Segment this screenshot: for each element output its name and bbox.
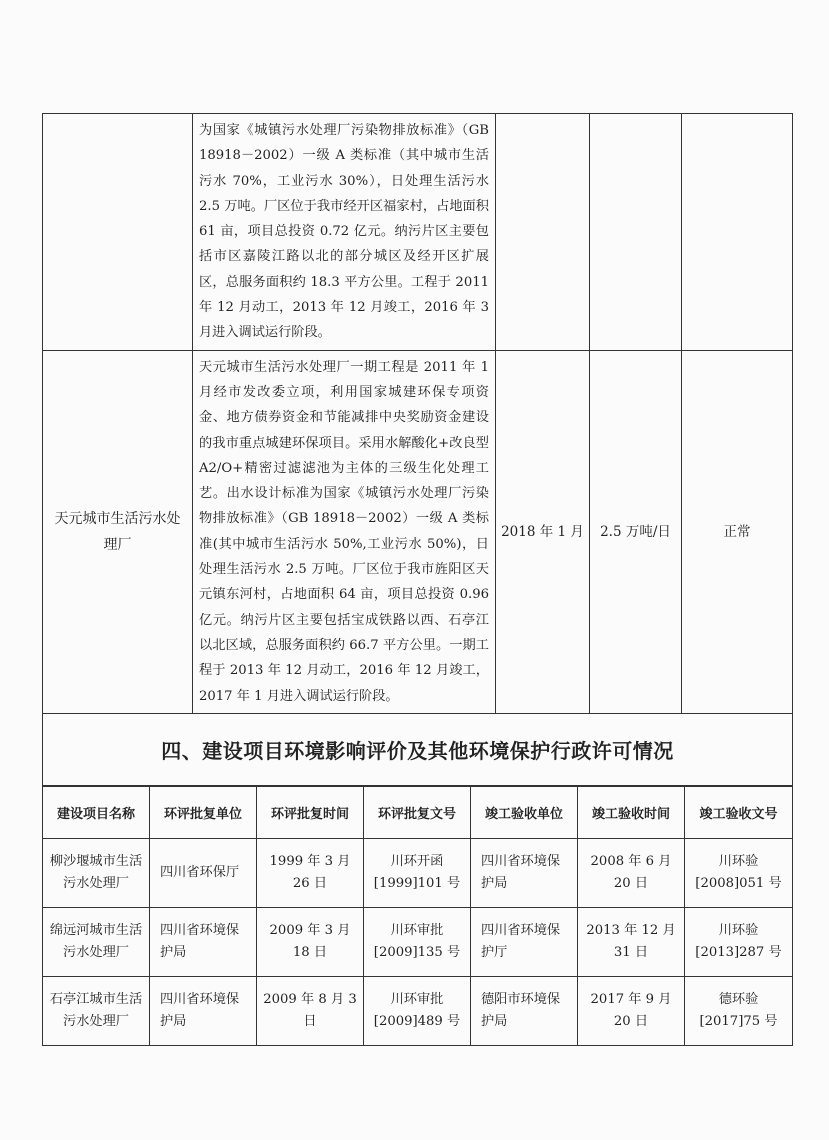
table-cell: 德环验[2017]75 号 (685, 977, 793, 1046)
column-header: 竣工验收文号 (685, 786, 793, 839)
table-cell: 柳沙堰城市生活污水处理厂 (43, 839, 150, 908)
operation-date-cell (496, 114, 590, 351)
table-cell: 四川省环境保护局 (150, 977, 257, 1046)
column-header: 建设项目名称 (43, 786, 150, 839)
table-cell: 四川省环保厅 (150, 839, 257, 908)
table-row (43, 350, 793, 713)
section-heading-row (43, 713, 793, 786)
table-row (43, 839, 793, 908)
capacity: 2.5 万吨/日 (590, 350, 682, 713)
table-cell: 2017 年 9 月 20 日 (578, 977, 685, 1046)
column-header: 环评批复文号 (364, 786, 471, 839)
plant-table (42, 113, 793, 787)
status-cell (682, 114, 793, 351)
table-cell: 石亭江城市生活污水处理厂 (43, 977, 150, 1046)
table-row (43, 114, 793, 351)
table-cell: 绵远河城市生活污水处理厂 (43, 908, 150, 977)
status: 正常 (682, 350, 793, 713)
column-header: 竣工验收单位 (471, 786, 578, 839)
plant-name: 天元城市生活污水处理厂 (43, 350, 193, 713)
table-cell: 2008 年 6 月 20 日 (578, 839, 685, 908)
table-cell: 1999 年 3 月 26 日 (257, 839, 364, 908)
table-cell: 川环验[2013]287 号 (685, 908, 793, 977)
column-header: 环评批复单位 (150, 786, 257, 839)
approval-table (42, 785, 793, 1046)
table-cell: 2009 年 3 月 18 日 (257, 908, 364, 977)
document-page (42, 113, 792, 1046)
table-row (43, 908, 793, 977)
table-cell: 2013 年 12 月 31 日 (578, 908, 685, 977)
table-cell: 川环验[2008]051 号 (685, 839, 793, 908)
plant-description: 为国家《城镇污水处理厂污染物排放标准》（GB 18918－2002）一级 A 类标准（其中城市生活污水 70%，工业污水 30%），日处理生活污水 2.5 万吨。厂区位于我市经开区福家村，占地面积 61 亩，项目总投资 0.72 亿元。纳污片区主要包括市区嘉陵江路以北的部分城区及经开区扩展区，总服务面积约 18.3 平方公里。工程于 2011 年 12 月动工，2013 年 12 月竣工，2016 年 3 月进入调试运行阶段。 (193, 114, 496, 351)
column-header: 竣工验收时间 (578, 786, 685, 839)
table-cell: 2009 年 8 月 3 日 (257, 977, 364, 1046)
section-title: 四、建设项目环境影响评价及其他环境保护行政许可情况 (43, 713, 793, 786)
table-cell: 川环开函[1999]101 号 (364, 839, 471, 908)
table-cell: 川环审批[2009]135 号 (364, 908, 471, 977)
table-cell: 四川省环境保护局 (150, 908, 257, 977)
table-cell: 德阳市环境保护局 (471, 977, 578, 1046)
table-row (43, 977, 793, 1046)
plant-description: 天元城市生活污水处理厂一期工程是 2011 年 1 月经市发改委立项，利用国家城建环保专项资金、地方债券资金和节能减排中央奖励资金建设的我市重点城建环保项目。采用水解酸化+改良型 A2/O+精密过滤滤池为主体的三级生化处理工艺。出水设计标准为国家《城镇污水处理厂污染物排放标准》（GB 18918－2002）一级 A 类标准(其中城市生活污水 50%,工业污水 50%)，日处理生活污水 2.5 万吨。厂区位于我市旌阳区天元镇东河村，占地面积 64 亩，项目总投资 0.96 亿元。纳污片区主要包括宝成铁路以西、石亭江以北区域，总服务面积约 66.7 平方公里。一期工程于 2013 年 12 月动工，2016 年 12 月竣工，2017 年 1 月进入调试运行阶段。 (193, 350, 496, 713)
table-cell: 四川省环境保护厅 (471, 908, 578, 977)
table-cell: 四川省环境保护局 (471, 839, 578, 908)
capacity-cell (590, 114, 682, 351)
plant-name-cell (43, 114, 193, 351)
operation-date: 2018 年 1 月 (496, 350, 590, 713)
column-header: 环评批复时间 (257, 786, 364, 839)
table-cell: 川环审批[2009]489 号 (364, 977, 471, 1046)
table-header-row (43, 786, 793, 839)
